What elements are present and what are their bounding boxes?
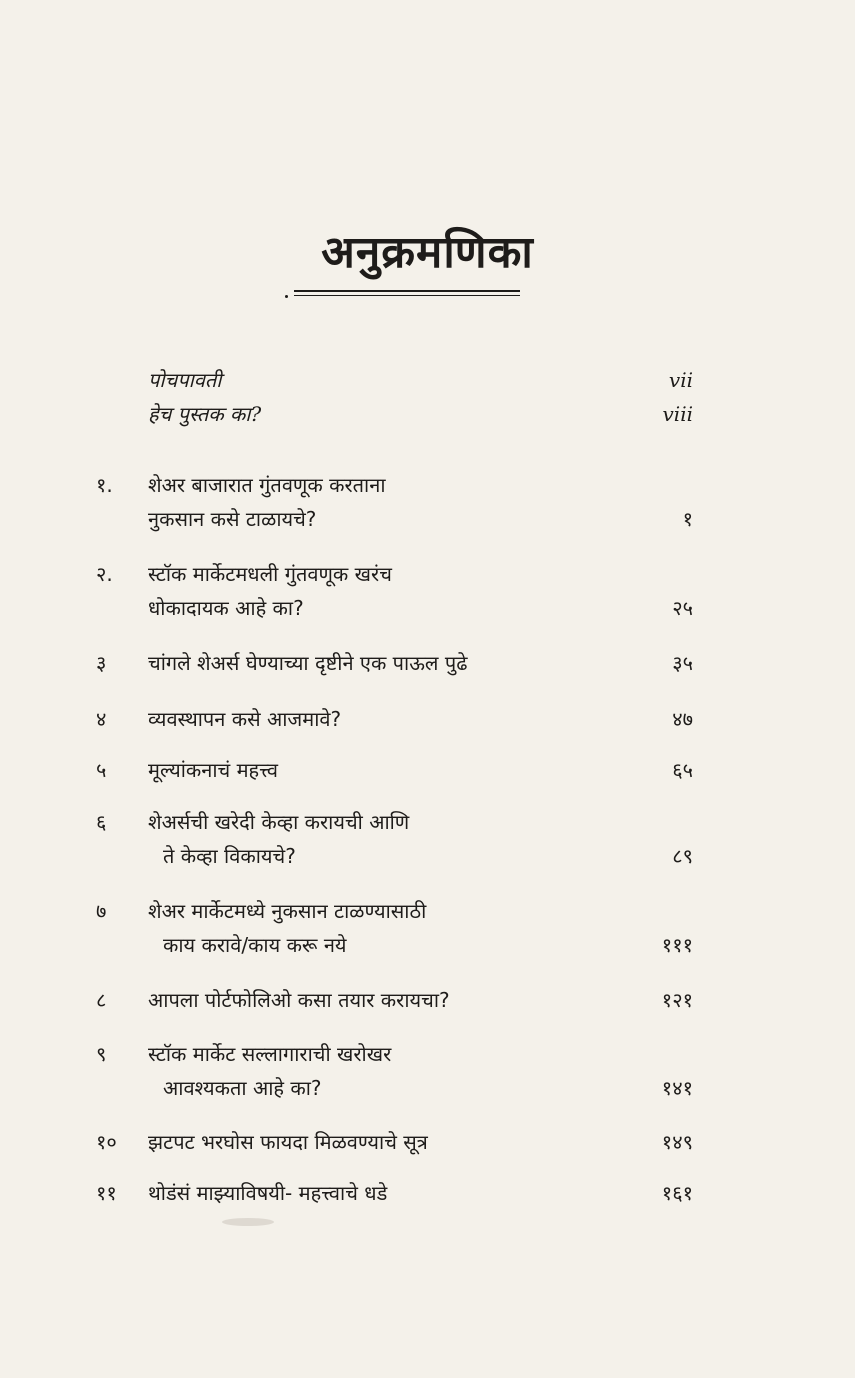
chapter-title: चांगले शेअर्स घेण्याच्या दृष्टीने एक पाऊल पुढे <box>148 651 468 675</box>
chapter-page: २५ <box>672 596 693 620</box>
chapter-number: ८ <box>96 988 107 1012</box>
chapter-number: ९ <box>96 1042 107 1066</box>
chapter-page: १११ <box>661 933 693 957</box>
entry-title: हेच पुस्तक का? <box>148 402 262 426</box>
chapter-page: १२१ <box>661 988 693 1012</box>
ink-smudge <box>222 1218 274 1226</box>
page-title: अनुक्रमणिका <box>321 227 534 278</box>
chapter-page: १ <box>682 507 693 531</box>
chapter-title: व्यवस्थापन कसे आजमावे? <box>148 707 342 731</box>
underline-dot <box>285 295 288 298</box>
chapter-page: ६५ <box>672 758 693 782</box>
chapter-title: शेअर्सची खरेदी केव्हा करायची आणि <box>148 810 410 834</box>
chapter-title: शेअर मार्केटमध्ये नुकसान टाळण्यासाठी <box>148 899 427 923</box>
chapter-page: ४७ <box>672 707 693 731</box>
chapter-title: शेअर बाजारात गुंतवणूक करताना <box>148 473 386 497</box>
entry-page: vii <box>668 368 693 392</box>
title-underline <box>294 290 520 292</box>
chapter-title: मूल्यांकनाचं महत्त्व <box>148 758 278 782</box>
chapter-number: ६ <box>96 810 107 834</box>
chapter-number: ४ <box>96 707 107 731</box>
chapter-title-cont: धोकादायक आहे का? <box>148 596 304 620</box>
chapter-number: १० <box>96 1130 117 1154</box>
chapter-page: १४१ <box>661 1076 693 1100</box>
chapter-number: ७ <box>96 899 107 923</box>
chapter-title-cont: आवश्यकता आहे का? <box>163 1076 322 1100</box>
chapter-title: स्टॉक मार्केट सल्लागाराची खरोखर <box>148 1042 392 1066</box>
chapter-number: २. <box>96 562 113 586</box>
entry-title: पोचपावती <box>148 368 222 392</box>
chapter-number: ११ <box>96 1181 117 1205</box>
chapter-page: १६१ <box>661 1181 693 1205</box>
chapter-title: थोडंसं माझ्याविषयी- महत्त्वाचे धडे <box>148 1181 388 1205</box>
chapter-title-cont: काय करावे/काय करू नये <box>163 933 347 957</box>
chapter-page: ३५ <box>672 651 693 675</box>
chapter-title: आपला पोर्टफोलिओ कसा तयार करायचा? <box>148 988 450 1012</box>
chapter-title-cont: नुकसान कसे टाळायचे? <box>148 507 317 531</box>
chapter-title: स्टॉक मार्केटमधली गुंतवणूक खरंच <box>148 562 392 586</box>
entry-page: viii <box>662 402 693 426</box>
chapter-number: १. <box>96 473 113 497</box>
chapter-title-cont: ते केव्हा विकायचे? <box>163 844 296 868</box>
chapter-page: १४९ <box>661 1130 693 1154</box>
chapter-title: झटपट भरघोस फायदा मिळवण्याचे सूत्र <box>148 1130 428 1154</box>
chapter-number: ५ <box>96 758 107 782</box>
chapter-page: ८९ <box>672 844 693 868</box>
chapter-number: ३ <box>96 651 107 675</box>
title-underline-thin <box>294 295 520 296</box>
